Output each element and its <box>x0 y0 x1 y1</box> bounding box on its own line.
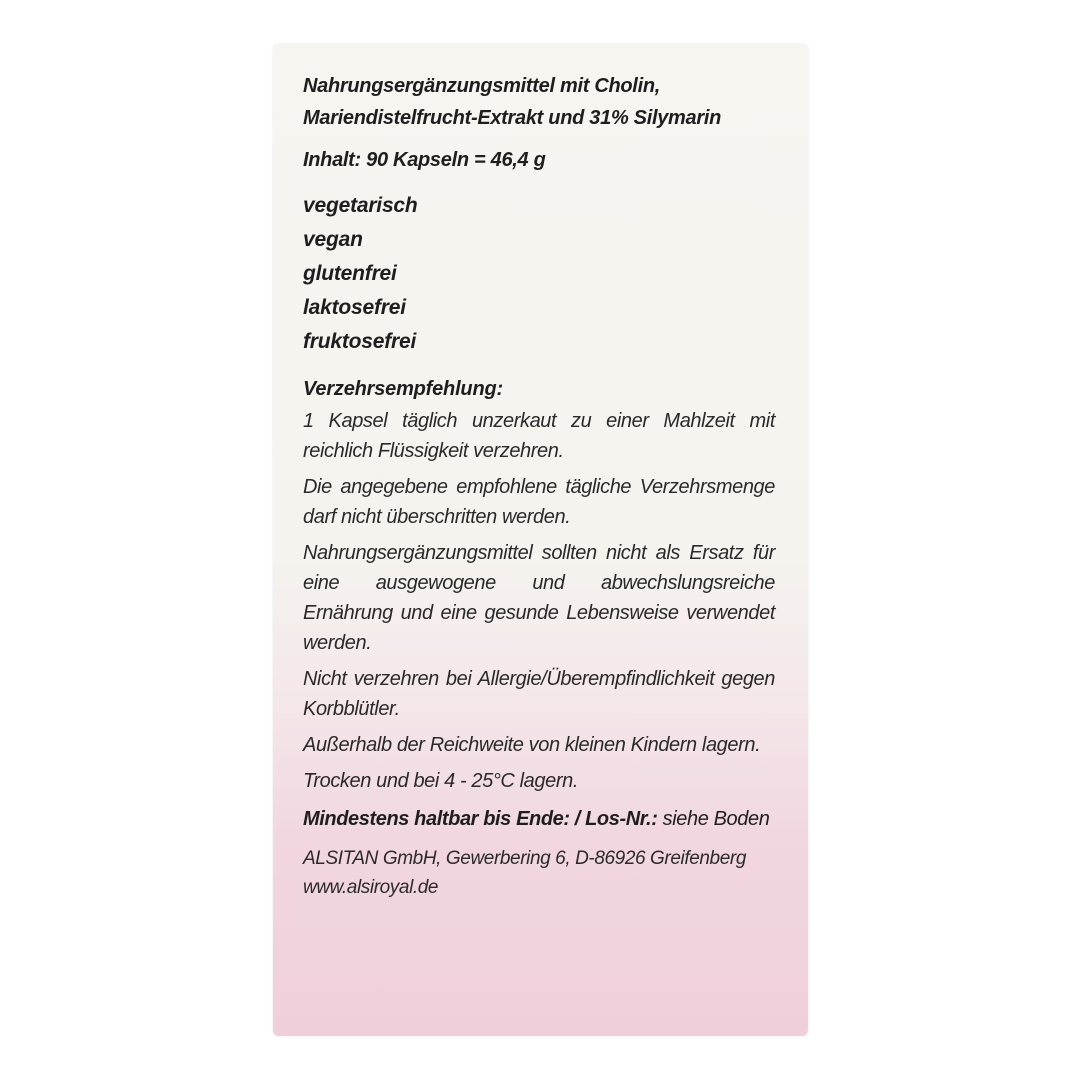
recommendation-paragraph: 1 Kapsel täglich unzerkaut zu einer Mahlzeit mit reichlich Flüssigkeit verzehren. <box>303 410 775 462</box>
product-label-panel <box>273 44 808 1036</box>
recommendation-paragraph: Nicht verzehren bei Allergie/Überempfindlichkeit gegen Korbblütler. <box>303 668 775 720</box>
feature-item: vegan <box>303 228 363 251</box>
feature-item: laktosefrei <box>303 296 406 319</box>
feature-item: vegetarisch <box>303 194 418 217</box>
best-before-value: siehe Boden <box>657 808 770 830</box>
best-before-note <box>303 804 775 834</box>
label-content <box>303 70 775 902</box>
product-headline: Nahrungsergänzungsmittel mit Cholin, Mariendistelfrucht-Extrakt und 31% Silymarin <box>303 75 722 129</box>
website: www.alsiroyal.de <box>303 877 439 898</box>
recommendation-paragraph: Die angegebene empfohlene tägliche Verzehrsmenge darf nicht überschritten werden. <box>303 476 775 528</box>
feature-list <box>303 189 775 359</box>
recommendation-paragraph: Nahrungsergänzungsmittel sollten nicht als Ersatz für eine ausgewogene und abwechslungsreiche Ernährung und eine gesunde Lebensweise verwendet werden. <box>303 542 775 654</box>
recommendation-title: Verzehrsempfehlung: <box>303 378 503 400</box>
manufacturer-address <box>303 844 775 902</box>
feature-item: glutenfrei <box>303 262 397 285</box>
package-contents: Inhalt: 90 Kapseln = 46,4 g <box>303 149 546 171</box>
company-address: ALSITAN GmbH, Gewerbering 6, D-86926 Greifenberg <box>303 848 746 869</box>
feature-item: fruktosefrei <box>303 330 417 353</box>
storage-instruction: Trocken und bei 4 - 25°C lagern. <box>303 770 578 792</box>
recommendation-paragraph: Außerhalb der Reichweite von kleinen Kindern lagern. <box>303 734 761 756</box>
best-before-label: Mindestens haltbar bis Ende: / Los-Nr.: <box>303 808 658 830</box>
